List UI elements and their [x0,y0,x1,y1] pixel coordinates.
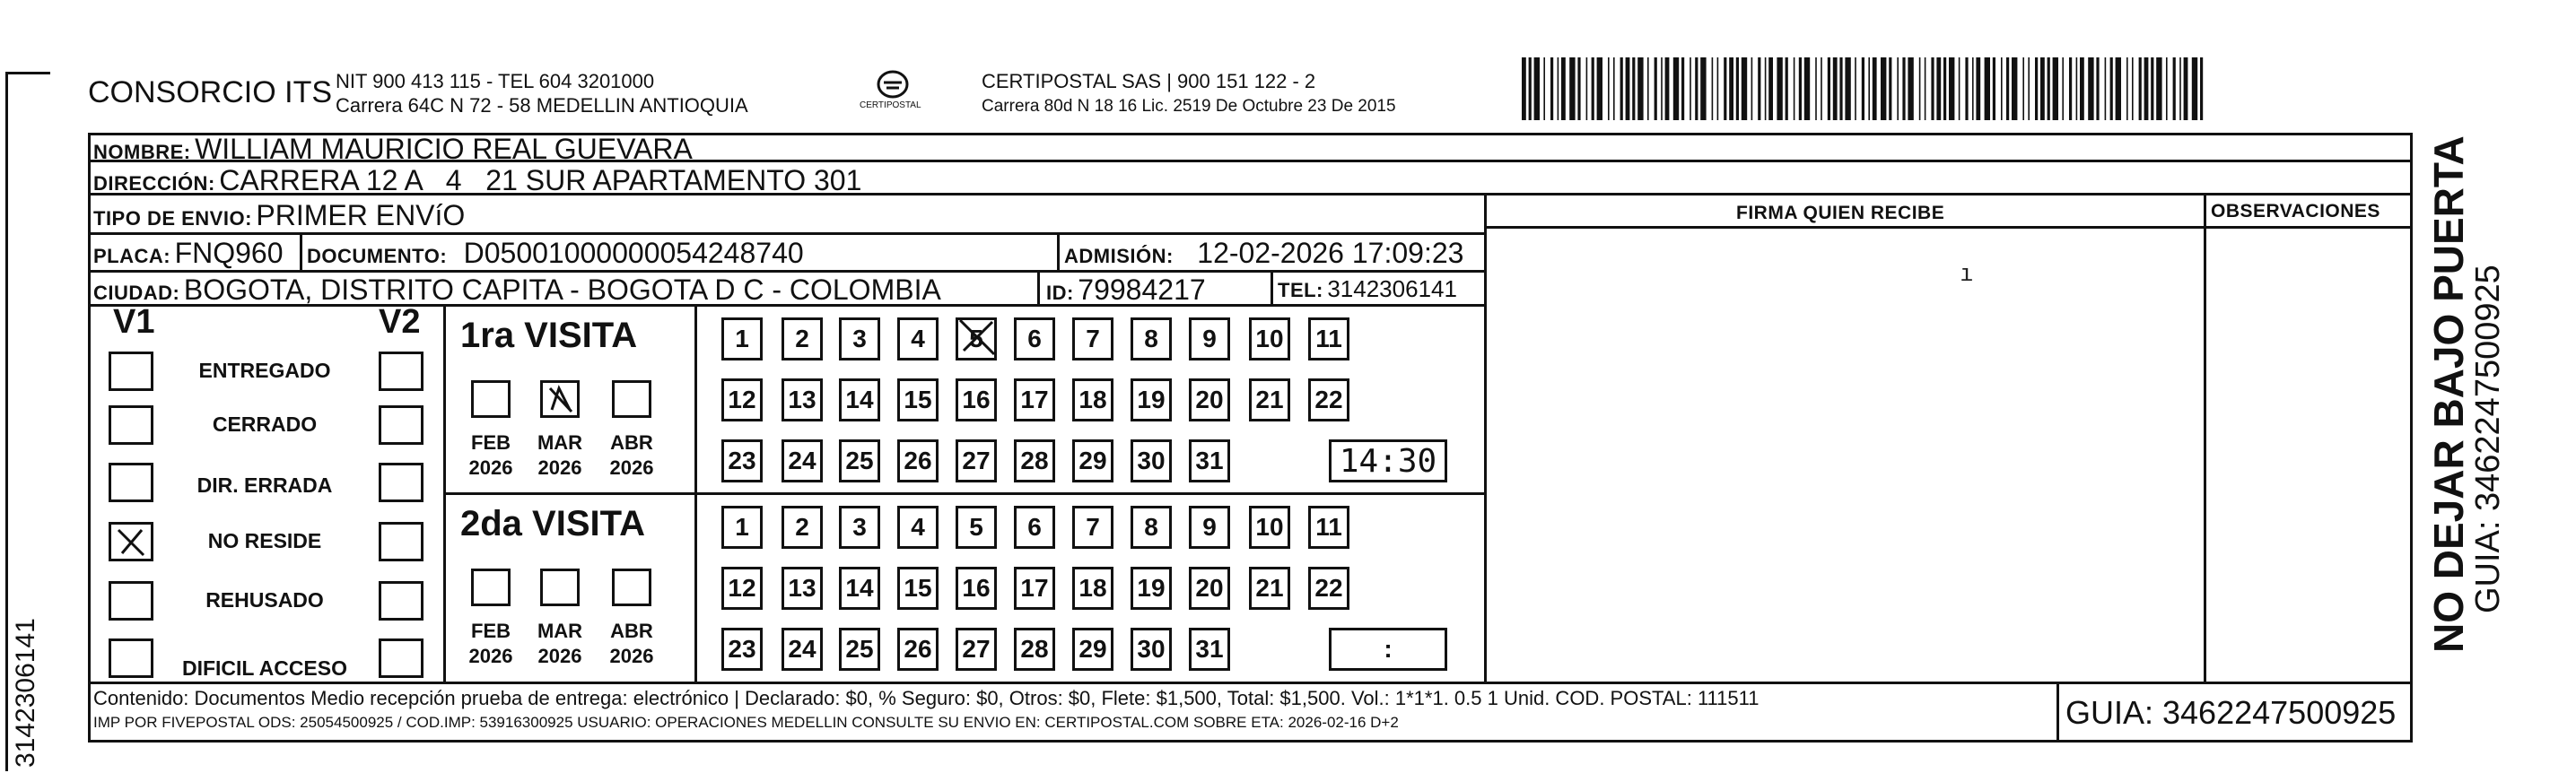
day-box[interactable]: 25 [839,439,880,482]
day-box[interactable]: 8 [1131,506,1172,549]
barcode-bar [2096,57,2099,120]
day-box[interactable]: 24 [782,439,823,482]
signature-mark: ı [1960,260,1974,287]
visit-time-box[interactable]: 14:30 [1329,439,1447,482]
barcode-bar [1965,57,1968,120]
day-box[interactable]: 2 [782,317,823,360]
day-box[interactable]: 7 [1072,506,1113,549]
tipo-value: PRIMER ENVíO [256,199,466,231]
v1-label: V1 [113,303,155,341]
barcode-bar [1717,57,1719,120]
day-box[interactable]: 10 [1249,506,1290,549]
month-checkbox[interactable] [540,569,580,606]
barcode-bar [1655,57,1657,120]
day-box[interactable]: 30 [1131,628,1172,671]
tipo-field [93,199,465,232]
barcode-bar [1889,57,1891,120]
barcode-bar [2022,57,2024,120]
day-box[interactable]: 27 [956,628,997,671]
barcode-bar [2062,57,2064,120]
barcode-bar [1597,57,1602,120]
day-box[interactable]: 22 [1308,567,1349,610]
tel-value: 3142306141 [1327,275,1457,302]
v2-label: V2 [379,303,421,341]
brand-name: CONSORCIO ITS [88,75,333,109]
barcode-bar [2156,57,2161,120]
barcode-bar [2151,57,2153,120]
day-box[interactable]: 21 [1249,567,1290,610]
day-box[interactable]: 19 [1131,378,1172,421]
tel-field [1278,275,1457,303]
barcode-bar [1845,57,1850,120]
barcode-bar [1543,57,1545,120]
day-box[interactable]: 20 [1189,378,1230,421]
sep-id-tel [1271,273,1273,307]
barcode-bar [1586,57,1588,120]
barcode-bar [1673,57,1679,120]
barcode-bar [1561,57,1566,120]
day-box[interactable]: 22 [1308,378,1349,421]
day-box[interactable]: 14 [839,378,880,421]
day-box[interactable]: 1 [721,317,763,360]
id-label: ID: [1046,282,1074,304]
id-value: 79984217 [1078,274,1206,306]
barcode-bar [1897,57,1899,120]
firma-label: FIRMA QUIEN RECIBE [1736,203,1945,223]
documento-field [307,237,804,270]
barcode-bar [1919,57,1921,120]
sep-ciudad-id [1037,273,1040,307]
day-box[interactable]: 16 [956,378,997,421]
sep-month-days [694,307,697,682]
barcode-bar [2088,57,2093,120]
footer-print-info: IMP POR FIVEPOSTAL ODS: 25054500925 / COD.IMP: 53916300925 USUARIO: OPERACIONES MEDELLIN CONSULTE SU ENVIO EN: CERTIPOSTAL.COM SOBRE ETA: 2026-02-16 D+2 [93,714,1399,731]
day-box[interactable]: 20 [1189,567,1230,610]
day-box[interactable]: 25 [839,628,880,671]
day-box[interactable]: 28 [1014,439,1055,482]
month-label: MAR 2026 [537,431,583,479]
direccion-field [93,164,861,197]
status-label: ENTREGADO [198,359,331,382]
barcode-bar [2040,57,2045,120]
day-box[interactable]: 23 [721,439,763,482]
day-box[interactable]: 10 [1249,317,1290,360]
barcode-bar [1943,57,1946,120]
month-label: MAR 2026 [537,620,583,667]
day-box[interactable]: 31 [1189,439,1230,482]
admision-field [1064,237,1463,270]
barcode-bar [1839,57,1842,120]
barcode-bar [2173,57,2176,120]
day-box[interactable]: 11 [1308,506,1349,549]
barcode-bar [1777,57,1782,120]
month-checkbox[interactable] [471,569,511,606]
barcode-bar [2179,57,2181,120]
visit-title: 2da VISITA [460,504,645,543]
barcode-bar [1908,57,1913,120]
barcode-bar [1592,57,1594,120]
barcode-bar [2069,57,2072,120]
day-box[interactable]: 19 [1131,567,1172,610]
status-label: DIR. ERRADA [196,473,333,497]
barcode-bar [2105,57,2107,120]
day-box[interactable]: 28 [1014,628,1055,671]
day-box[interactable]: 18 [1072,567,1113,610]
v1-checkbox[interactable] [109,463,153,502]
logo-caption: CERTIPOSTAL [860,100,921,110]
nombre-field [93,133,693,166]
month-checkbox[interactable] [612,569,651,606]
v2-checkbox[interactable] [379,352,424,391]
barcode-bar [2126,57,2128,120]
admision-label: ADMISIÓN: [1064,245,1174,267]
barcode-bar [1828,57,1830,120]
status-label: DIFICIL ACCESO [181,656,347,680]
documento-label: DOCUMENTO: [307,245,448,267]
barcode-bar [1534,57,1540,120]
barcode-bar [1873,57,1877,120]
certipostal-address: Carrera 80d N 18 16 Lic. 2519 De Octubre 23 De 2015 [982,97,1396,116]
barcode-bar [1751,57,1753,120]
v2-checkbox[interactable] [379,463,424,502]
barcode-bar [2001,57,2003,120]
direccion-label: DIRECCIÓN: [93,172,215,195]
day-box[interactable]: 4 [897,317,939,360]
barcode-bar [1637,57,1643,120]
day-box[interactable]: 2 [782,506,823,549]
barcode-bar [1794,57,1795,120]
barcode-bar [1632,57,1635,120]
visit-time-box[interactable]: : [1329,628,1447,671]
day-box[interactable]: 6 [1014,506,1055,549]
barcode-bar [2116,57,2121,120]
barcode-bar [1569,57,1575,120]
month-label: ABR 2026 [609,620,654,667]
no-dejar-warning: NO DEJAR BAJO PUERTA [2425,135,2472,653]
status-label: NO RESIDE [207,529,322,552]
day-box[interactable]: 5 [956,317,997,360]
admision-value: 12-02-2026 17:09:23 [1197,237,1464,269]
day-box[interactable]: 14 [839,567,880,610]
id-field [1046,274,1206,307]
barcode-bar [2012,57,2017,120]
brand-address: Carrera 64C N 72 - 58 MEDELLIN ANTIOQUIA [336,94,748,117]
barcode-bar [2184,57,2188,120]
day-box[interactable]: 12 [721,567,763,610]
barcode-bar [1661,57,1663,120]
barcode-bar [1881,57,1886,120]
barcode-bar [1665,57,1670,120]
month-label: FEB 2026 [468,620,513,667]
day-box[interactable]: 26 [897,439,939,482]
footer-content: Contenido: Documentos Medio recepción prueba de entrega: electrónico | Declarado: $0, % Seguro: $0, Otros: $0, Flete: $1,500, Total: $1,500. Vol.: 1*1*1. 0.5 1 Unid. COD. POSTAL: 111511 [93,687,1760,709]
day-box[interactable]: 31 [1189,628,1230,671]
tipo-label: TIPO DE ENVIO: [93,207,252,230]
day-box[interactable]: 16 [956,567,997,610]
placa-field [93,237,284,270]
day-box[interactable]: 3 [839,506,880,549]
v2-checkbox[interactable] [379,581,424,621]
day-box[interactable]: 12 [721,378,763,421]
v2-checkbox[interactable] [379,522,424,561]
day-box[interactable]: 29 [1072,628,1113,671]
nombre-value: WILLIAM MAURICIO REAL GUEVARA [195,133,693,165]
day-box[interactable]: 17 [1014,378,1055,421]
barcode-bar [1949,57,1954,120]
barcode-bar [1765,57,1767,120]
day-box[interactable]: 4 [897,506,939,549]
month-checkbox[interactable] [540,380,580,418]
v2-checkbox[interactable] [379,405,424,445]
barcode-bar [1577,57,1580,120]
visit-title: 1ra VISITA [460,316,638,355]
nombre-label: NOMBRE: [93,141,191,163]
barcode [1522,57,2204,120]
barcode-bar [2006,57,2009,120]
v1-checkbox[interactable] [109,405,153,445]
placa-value: FNQ960 [174,237,284,269]
v1-checkbox[interactable] [109,581,153,621]
sep-obs-left [2204,195,2206,682]
certipostal-logo-icon [861,68,924,122]
left-margin-rule-top [5,72,50,74]
barcode-bar [1522,57,1526,120]
barcode-bar [2035,57,2038,120]
barcode-bar [1690,57,1691,120]
day-box[interactable]: 30 [1131,439,1172,482]
barcode-bar [1993,57,1995,120]
status-label: CERRADO [212,413,318,436]
barcode-bar [2166,57,2168,120]
brand-nit: NIT 900 413 115 - TEL 604 3201000 [336,70,655,92]
day-box[interactable]: 27 [956,439,997,482]
day-box[interactable]: 11 [1308,317,1349,360]
barcode-bar [2048,57,2050,120]
sep-placa-doc [300,235,302,273]
barcode-bar [1855,57,1856,120]
barcode-bar [1972,57,1974,120]
day-box[interactable]: 13 [782,567,823,610]
sep-visits [443,492,1484,495]
barcode-bar [1786,57,1788,120]
day-box[interactable]: 26 [897,628,939,671]
day-box[interactable]: 7 [1072,317,1113,360]
ciudad-label: CIUDAD: [93,282,180,304]
day-box[interactable]: 8 [1131,317,1172,360]
barcode-bar [2132,57,2134,120]
barcode-bar [1626,57,1630,120]
barcode-bar [1681,57,1684,120]
ciudad-value: BOGOTA, DISTRITO CAPITA - BOGOTA D C - COLOMBIA [183,274,941,306]
v1-checkbox[interactable] [109,522,153,561]
day-box[interactable]: 9 [1189,317,1230,360]
barcode-bar [2192,57,2197,120]
left-margin-tel: 3142306141 [11,618,40,768]
barcode-bar [1931,57,1934,120]
v1-checkbox[interactable] [109,638,153,678]
day-box[interactable]: 17 [1014,567,1055,610]
barcode-bar [2080,57,2084,120]
month-checkbox[interactable] [471,380,511,418]
barcode-bar [1736,57,1739,120]
barcode-bar [1729,57,1733,120]
barcode-bar [1862,57,1864,120]
placa-label: PLACA: [93,245,171,267]
barcode-bar [1647,57,1649,120]
barcode-bar [1768,57,1773,120]
barcode-bar [1608,57,1610,120]
barcode-bar [2200,57,2203,120]
barcode-bar [1712,57,1714,120]
side-guia: GUIA: 3462247500925 [2469,265,2507,613]
barcode-bar [1724,57,1726,120]
ciudad-field [93,274,941,307]
tel-label: TEL: [1278,279,1323,301]
barcode-bar [2028,57,2030,120]
barcode-bar [2139,57,2142,120]
footer-guia: GUIA: 3462247500925 [2065,694,2397,731]
sep-firma-left [1484,195,1487,682]
barcode-bar [1742,57,1747,120]
day-box[interactable]: 5 [956,506,997,549]
documento-value: D05001000000054248740 [463,237,804,269]
v2-checkbox[interactable] [379,638,424,678]
day-box[interactable]: 1 [721,506,763,549]
barcode-bar [1804,57,1810,120]
month-label: FEB 2026 [468,431,513,479]
status-label: REHUSADO [205,588,324,612]
sep-doc-admision [1057,235,1060,273]
barcode-bar [1985,57,1990,120]
barcode-bar [1833,57,1838,120]
barcode-bar [1620,57,1623,120]
observaciones-label: OBSERVACIONES [2211,201,2380,221]
day-box[interactable]: 18 [1072,378,1113,421]
day-box[interactable]: 21 [1249,378,1290,421]
barcode-bar [1976,57,1980,120]
day-box[interactable]: 6 [1014,317,1055,360]
barcode-bar [1821,57,1822,120]
direccion-value: CARRERA 12 A 4 21 SUR APARTAMENTO 301 [219,164,862,196]
barcode-bar [1558,57,1559,120]
certipostal-nit: CERTIPOSTAL SAS | 900 151 122 - 2 [982,70,1316,92]
barcode-bar [1695,57,1698,120]
v1-checkbox[interactable] [109,352,153,391]
barcode-bar [2110,57,2113,120]
barcode-bar [1868,57,1870,120]
barcode-bar [1613,57,1615,120]
barcode-bar [1758,57,1760,120]
barcode-bar [1529,57,1532,120]
barcode-bar [1902,57,1905,120]
day-box[interactable]: 3 [839,317,880,360]
barcode-bar [1936,57,1941,120]
day-box[interactable]: 24 [782,628,823,671]
barcode-bar [1550,57,1553,120]
barcode-bar [1815,57,1817,120]
day-box[interactable]: 9 [1189,506,1230,549]
barcode-bar [1959,57,1960,120]
month-checkbox[interactable] [612,380,651,418]
month-label: ABR 2026 [609,431,654,479]
barcode-bar [1700,57,1706,120]
day-box[interactable]: 15 [897,378,939,421]
day-box[interactable]: 23 [721,628,763,671]
day-box[interactable]: 13 [782,378,823,421]
day-box[interactable]: 15 [897,567,939,610]
day-box[interactable]: 29 [1072,439,1113,482]
barcode-bar [1925,57,1926,120]
barcode-bar [1799,57,1802,120]
barcode-bar [2144,57,2149,120]
barcode-bar [2053,57,2058,120]
barcode-bar [2076,57,2078,120]
